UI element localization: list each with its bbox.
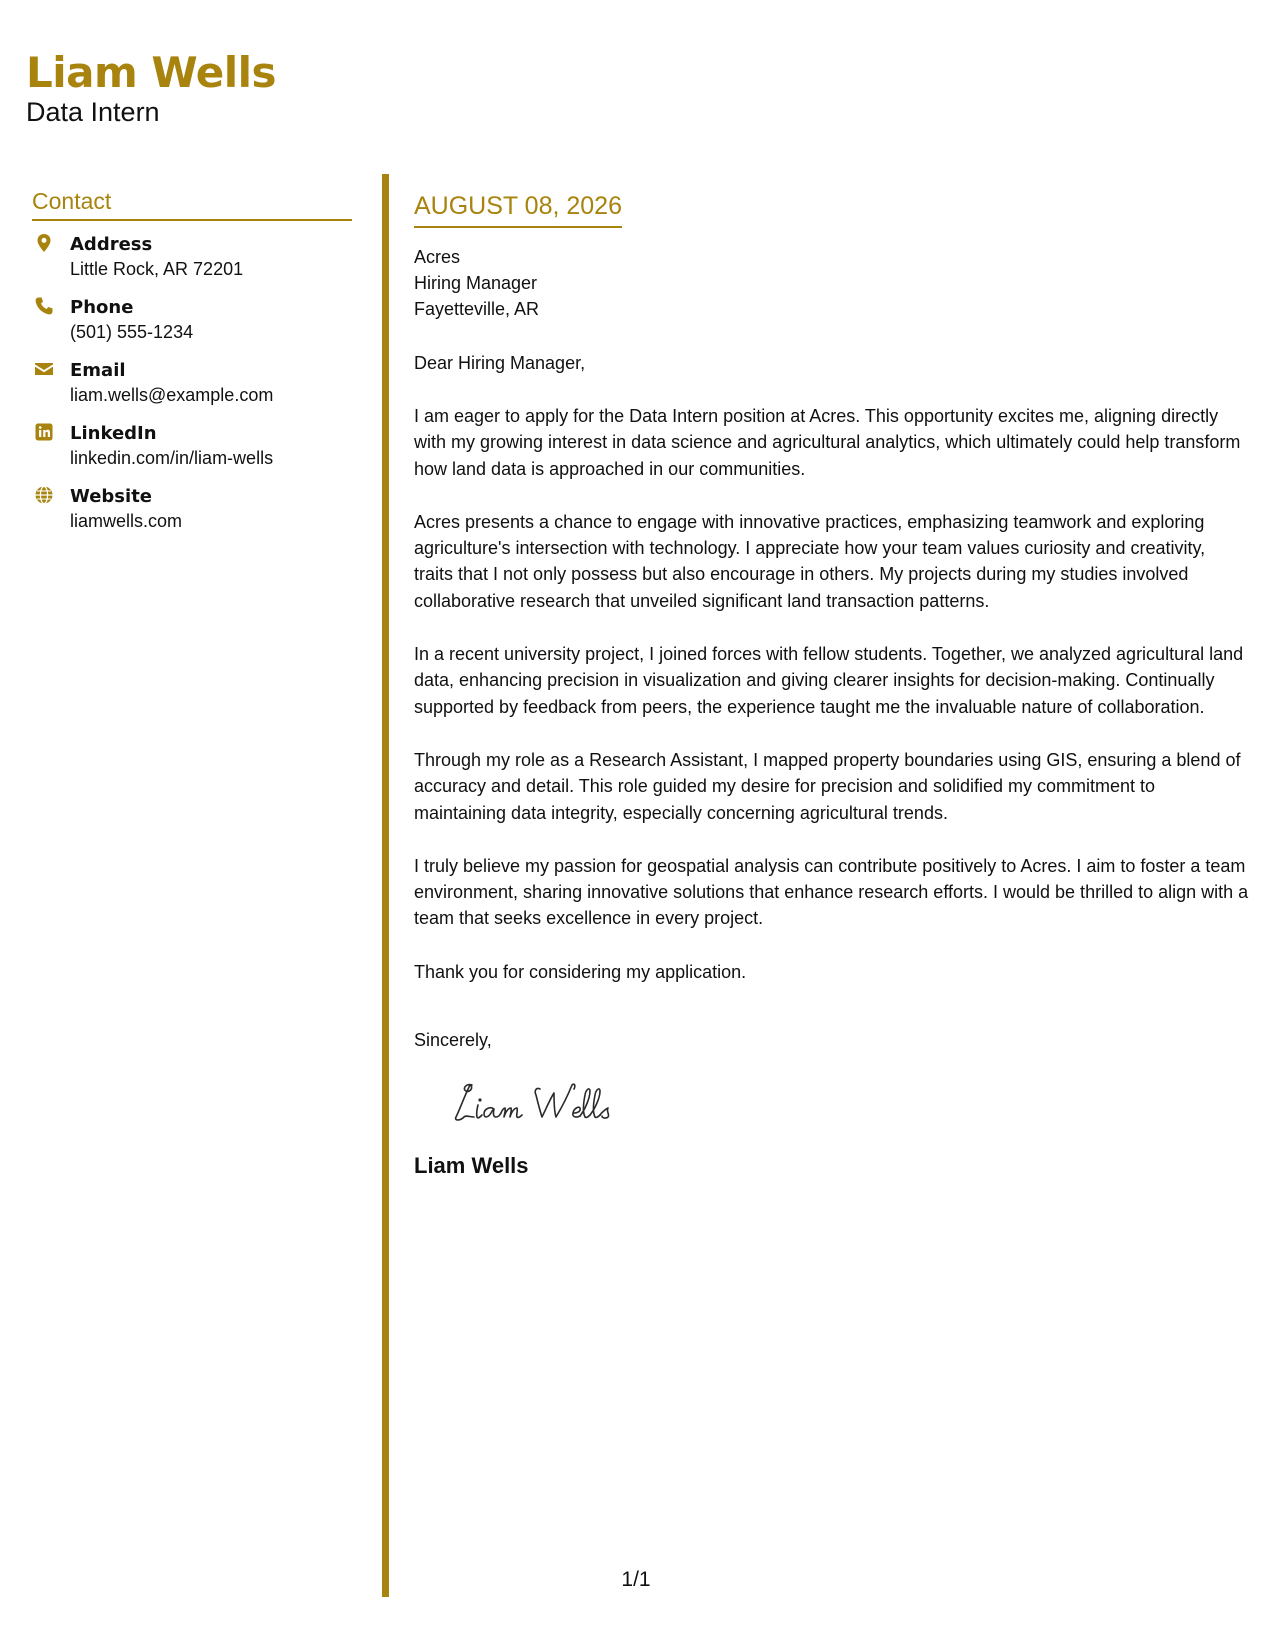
body-paragraph: I am eager to apply for the Data Intern position at Acres. This opportunity excites me, aligning directly with my growing interest in data science and agricultural analytics, which ultimately could help transform how land data is approached in our communities.	[414, 406, 1241, 479]
applicant-role: Data Intern	[26, 97, 160, 127]
letter-body	[414, 190, 1249, 1180]
body-paragraph: Through my role as a Research Assistant, I mapped property boundaries using GIS, ensuring a blend of accuracy and detail. This role guided my desire for precision and solidified my commitment to maintaining data integrity, especially concerning agricultural trends.	[414, 749, 1241, 823]
contact-value: (501) 555-1234	[70, 322, 194, 342]
closing: Sincerely,	[414, 1030, 492, 1051]
contact-value: Little Rock, AR 72201	[70, 259, 244, 279]
body-paragraph: I truly believe my passion for geospatial analysis can contribute positively to Acres. I aim to foster a team environment, sharing innovative solutions that enhance research efforts. I would be thrilled to align with a team that seeks excellence in every project.	[414, 855, 1249, 929]
handwritten-signature	[450, 1075, 640, 1127]
contact-list	[32, 233, 352, 548]
contact-heading: Contact	[32, 187, 352, 221]
body-paragraph: In a recent university project, I joined forces with fellow students. Together, we analyzed agricultural land data, enhancing precision in visualization and giving clearer insights for decision-making. Continually supported by feedback from peers, the experience taught me the invaluable nature of collaboration.	[414, 644, 1244, 717]
page-number: 1/1	[621, 1568, 651, 1591]
body-paragraph: Thank you for considering my application.	[414, 961, 747, 982]
recipient-location: Fayetteville, AR	[414, 299, 540, 319]
applicant-name: Liam Wells	[26, 48, 276, 97]
contact-item-email	[32, 359, 352, 422]
contact-item-phone	[32, 296, 352, 359]
contact-item-address	[32, 233, 352, 296]
map-pin-icon	[34, 233, 54, 253]
contact-label: Phone	[70, 297, 134, 318]
body-paragraph: Acres presents a chance to engage with innovative practices, emphasizing teamwork and exploring agriculture's intersection with technology. I appreciate how your team values curiosity and creativity, traits that I not only possess but also encourage in others. My projects during my studies involved collaborative research that unveiled significant land transaction patterns.	[414, 511, 1206, 611]
contact-label: Website	[70, 486, 153, 507]
phone-icon	[34, 296, 54, 316]
contact-label: Address	[70, 234, 153, 255]
contact-item-linkedin	[32, 422, 352, 485]
recipient-title: Hiring Manager	[414, 273, 538, 293]
contact-item-website	[32, 485, 352, 548]
contact-value: linkedin.com/in/liam-wells	[70, 448, 274, 468]
contact-sidebar	[32, 187, 352, 548]
envelope-icon	[34, 359, 54, 379]
linkedin-icon	[34, 422, 54, 442]
recipient-block	[414, 244, 1249, 322]
letter-header	[26, 48, 276, 128]
salutation: Dear Hiring Manager,	[414, 353, 586, 373]
contact-value: liamwells.com	[70, 511, 183, 531]
contact-label: LinkedIn	[70, 423, 157, 444]
contact-value: liam.wells@example.com	[70, 385, 274, 405]
letter-date: AUGUST 08, 2026	[414, 190, 622, 228]
recipient-company: Acres	[414, 247, 461, 267]
signer-name: Liam Wells	[414, 1153, 529, 1179]
globe-icon	[34, 485, 54, 505]
vertical-divider	[382, 174, 389, 1597]
contact-label: Email	[70, 360, 126, 381]
